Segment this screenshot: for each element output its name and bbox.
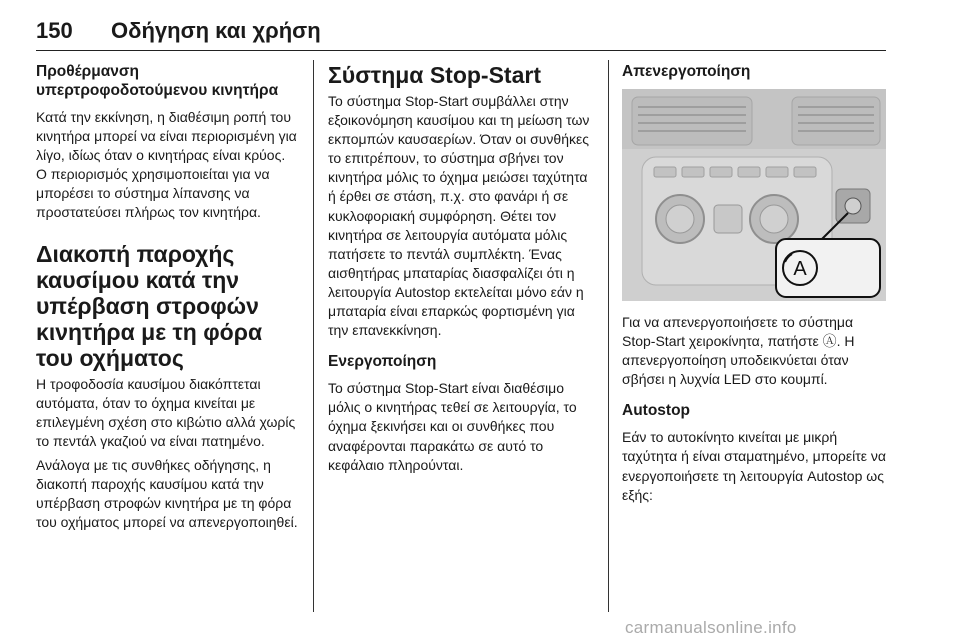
dashboard-illustration	[622, 89, 886, 301]
paragraph: Για να απενεργοποιήσετε το σύστημα Stop-Start χειροκίνητα, πατήστε Ⓐ. Η απενεργοποίηση υποδεικνύεται όταν σβήσει η λυχνία LED στο κουμπί.	[622, 314, 855, 388]
column-left	[36, 62, 298, 537]
section-heading-fuel-cutoff: Διακοπή παροχής καυσίμου κατά την υπέρβαση στροφών κινητήρα με τη φόρα του οχήματος	[36, 240, 263, 371]
dashboard-figure	[622, 89, 886, 301]
paragraph: Το σύστημα Stop-Start είναι διαθέσιμο μόλις ο κινητήρας τεθεί σε λειτουργία, το όχημα ξεκινήσει και οι συνθήκες που αναφέρονται παρακάτω σε αυτό το κεφάλαιο πληρούνται.	[328, 380, 577, 473]
column-divider	[608, 60, 609, 612]
subheading-autostop: Autostop	[622, 402, 691, 420]
watermark: carmanualsonline.info	[625, 618, 797, 637]
paragraph: Ανάλογα με τις συνθήκες οδήγησης, η διακοπή παροχής καυσίμου κατά την υπέρβαση στροφών κινητήρα με τη φόρα του οχήματος μπορεί να απενεργοποιηθεί.	[36, 456, 298, 531]
page-title: Οδήγηση και χρήση	[111, 18, 321, 43]
page-number: 150	[36, 18, 73, 43]
auto-stop-button-label: A	[793, 258, 807, 280]
paragraph: Η τροφοδοσία καυσίμου διακόπτεται αυτόματα, όταν το όχημα κινείται με επιλεγμένη σχέση στο κιβώτιο αλλά χωρίς το πεντάλ γκαζιού να είναι πατημένο.	[36, 375, 296, 449]
subheading-deactivation: Απενεργοποίηση	[622, 63, 751, 80]
section-heading-turbo-warmup: Προθέρμανση υπερτροφοδοτούμενου κινητήρα	[36, 63, 279, 99]
paragraph: Εάν το αυτοκίνητο κινείται με μικρή ταχύτητα ή είναι σταματημένο, μπορείτε να ενεργοποιήσετε τη λειτουργία Autostop ως εξής:	[622, 429, 886, 503]
page-header	[36, 18, 886, 51]
column-middle	[328, 62, 594, 480]
section-heading-stop-start: Σύστημα Stop-Start	[328, 62, 541, 88]
column-divider	[313, 60, 314, 612]
paragraph: Κατά την εκκίνηση, η διαθέσιμη ροπή του κινητήρα μπορεί να είναι περιορισμένη για λίγο, ιδίως όταν ο κινητήρας είναι κρύος. Ο περιορισμός χρησιμοποιείται για να μπορέσει το σύστημα λίπανσης να προστατεύσει πλήρως τον κινητήρα.	[36, 109, 297, 221]
paragraph: Το σύστημα Stop-Start συμβάλλει στην εξοικονόμηση καυσίμου και τη μείωση των εκπομπών καυσαερίων. Όταν οι συνθήκες το επιτρέπουν, το σύστημα σβήνει τον κινητήρα μόλις το όχημα μειώσει ταχύτητα ή έρθει σε στάση, π.χ. στο φανάρι ή σε κυκλοφοριακή συμφόρηση. Θέτει τον κινητήρα σε λειτουργία αυτόματα μόλις πατήσετε το πεντάλ συμπλέκτη. Ένας αισθητήρας μπαταρίας διασφαλίζει ότι η λειτουργία Autostop εκτελείται μόνο εάν η μπαταρία είναι επαρκώς φορτισμένη για την επανεκκίνηση.	[328, 93, 590, 339]
column-right	[622, 62, 888, 510]
subheading-activation: Ενεργοποίηση	[328, 353, 437, 371]
